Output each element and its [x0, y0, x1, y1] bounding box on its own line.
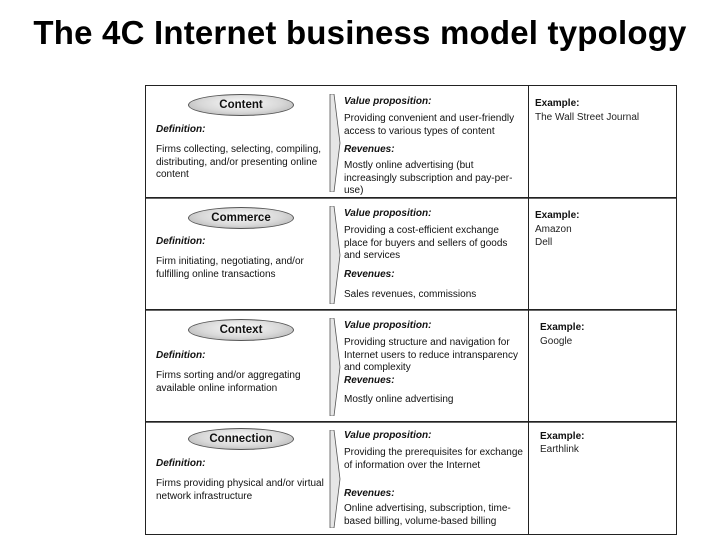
- revenues-text: Mostly online advertising (but increasingly subscription and pay-per-use): [344, 160, 513, 196]
- example-label: Example:: [535, 210, 580, 221]
- definition-text: Firms providing physical and/or virtual network infrastructure: [156, 478, 324, 502]
- row-context: [146, 310, 676, 422]
- revenues-text: Sales revenues, commissions: [344, 289, 477, 300]
- definition-label: Definition:: [156, 236, 206, 247]
- definition-label: Definition:: [156, 350, 206, 361]
- chevron-arrow-icon: [329, 94, 341, 192]
- column-divider: [528, 310, 529, 421]
- example-item: The Wall Street Journal: [535, 112, 640, 123]
- revenues-text: Mostly online advertising: [344, 394, 454, 405]
- row-separator: [146, 310, 676, 314]
- example-list: [540, 443, 579, 456]
- column-divider: [528, 198, 529, 309]
- definition-label: Definition:: [156, 458, 206, 469]
- example-label: Example:: [540, 431, 585, 442]
- chevron-arrow-icon: [329, 206, 341, 304]
- definition-text: Firms sorting and/or aggregating available online information: [156, 370, 301, 394]
- category-pill-content: Content: [188, 94, 294, 116]
- value-proposition-text: Providing structure and navigation for Internet users to reduce intransparency and complexity: [344, 337, 518, 373]
- example-list: [535, 223, 572, 249]
- example-label: Example:: [535, 98, 580, 109]
- value-proposition-label: Value proposition:: [344, 96, 432, 107]
- typology-table: [145, 85, 677, 535]
- category-pill-connection: Connection: [188, 428, 294, 450]
- revenues-label: Revenues:: [344, 269, 395, 280]
- chevron-arrow-icon: [329, 430, 341, 528]
- row-commerce: [146, 198, 676, 310]
- value-proposition-label: Value proposition:: [344, 320, 432, 331]
- revenues-text: Online advertising, subscription, time-based billing, volume-based billing: [344, 503, 511, 527]
- definition-text: Firms collecting, selecting, compiling, distributing, and/or presenting online content: [156, 144, 322, 180]
- definition-label: Definition:: [156, 124, 206, 135]
- example-item: Google: [540, 336, 573, 347]
- example-list: [540, 335, 572, 348]
- revenues-label: Revenues:: [344, 375, 395, 386]
- slide-title: The 4C Internet business model typology: [33, 14, 687, 51]
- category-pill-context: Context: [188, 319, 294, 341]
- example-item: Earthlink: [540, 444, 579, 455]
- value-proposition-label: Value proposition:: [344, 208, 432, 219]
- column-divider: [528, 422, 529, 534]
- example-label: Example:: [540, 322, 585, 333]
- row-content: [146, 86, 676, 198]
- example-item: Amazon: [535, 224, 572, 235]
- column-divider: [528, 86, 529, 197]
- value-proposition-text: Providing convenient and user-friendly access to various types of content: [344, 113, 515, 137]
- chevron-arrow-icon: [329, 318, 341, 416]
- example-list: [535, 111, 639, 124]
- value-proposition-text: Providing a cost-efficient exchange place for buyers and sellers of goods and services: [344, 225, 508, 261]
- revenues-label: Revenues:: [344, 144, 395, 155]
- row-separator: [146, 198, 676, 202]
- value-proposition-text: Providing the prerequisites for exchange of information over the Internet: [344, 447, 523, 471]
- definition-text: Firm initiating, negotiating, and/or fulfilling online transactions: [156, 256, 304, 280]
- value-proposition-label: Value proposition:: [344, 430, 432, 441]
- row-connection: [146, 422, 676, 534]
- example-item: Dell: [535, 237, 553, 248]
- category-pill-commerce: Commerce: [188, 207, 294, 229]
- row-separator: [146, 422, 676, 426]
- revenues-label: Revenues:: [344, 488, 395, 499]
